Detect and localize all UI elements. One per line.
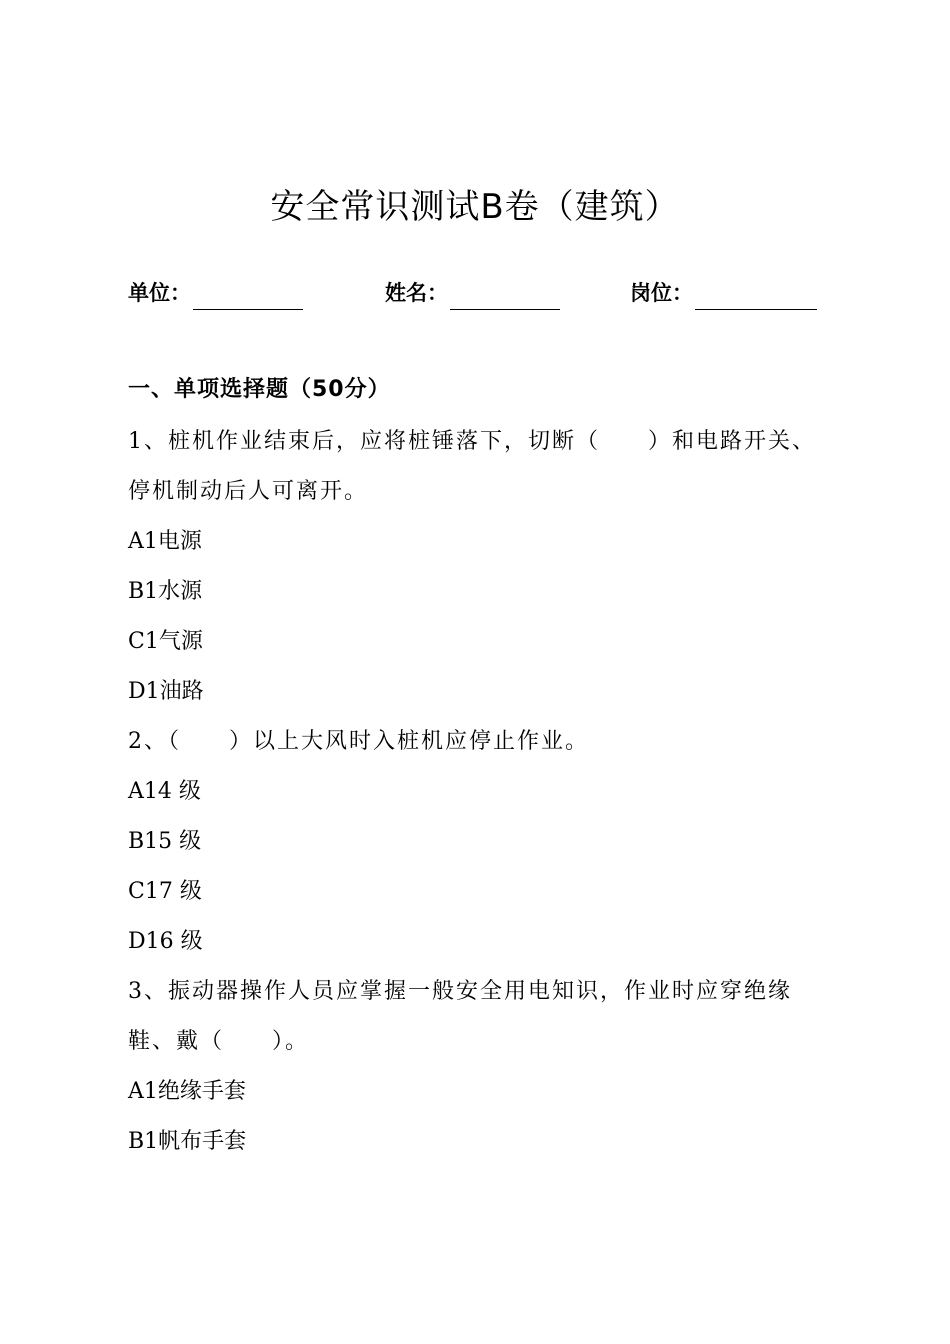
unit-field (128, 276, 303, 310)
question-2-option-b: B15 级 (128, 829, 202, 854)
question-1-line-2: 停机制动后人可离开。 (128, 479, 369, 504)
position-label: 岗位： (630, 281, 693, 305)
unit-label: 单位： (128, 281, 191, 305)
question-3-line-2: 鞋、戴（ ）。 (128, 1029, 310, 1054)
page-title: 安全常识测试B卷（建筑） (270, 187, 680, 227)
question-1-line-1: 1、桩机作业结束后，应将桩锤落下，切断（ ）和电路开关、 (128, 429, 816, 454)
question-3-option-a: A1绝缘手套 (128, 1079, 246, 1104)
name-field (385, 276, 560, 310)
question-3-option-b: B1帆布手套 (128, 1129, 247, 1154)
question-2-option-a: A14 级 (128, 779, 201, 804)
questions (128, 422, 828, 1172)
section-heading: 一、单项选择题（50分） (128, 377, 391, 402)
question-1-option-d: D1油路 (128, 679, 204, 704)
question-1-option-c: C1气源 (128, 629, 203, 654)
position-blank[interactable] (695, 283, 817, 310)
question-2-option-c: C17 级 (128, 879, 202, 904)
question-1-option-b: B1水源 (128, 579, 203, 604)
info-fields (128, 276, 828, 310)
position-field (630, 276, 817, 310)
question-1-option-a: A1电源 (128, 529, 202, 554)
name-blank[interactable] (450, 283, 560, 310)
name-label: 姓名： (385, 281, 448, 305)
question-2-option-d: D16 级 (128, 929, 203, 954)
question-2-line-1: 2、（ ）以上大风时⼊桩机应停止作业。 (128, 729, 589, 754)
unit-blank[interactable] (193, 283, 303, 310)
question-3-line-1: 3、振动器操作人员应掌握一般安全用电知识，作业时应穿绝缘 (128, 979, 792, 1004)
